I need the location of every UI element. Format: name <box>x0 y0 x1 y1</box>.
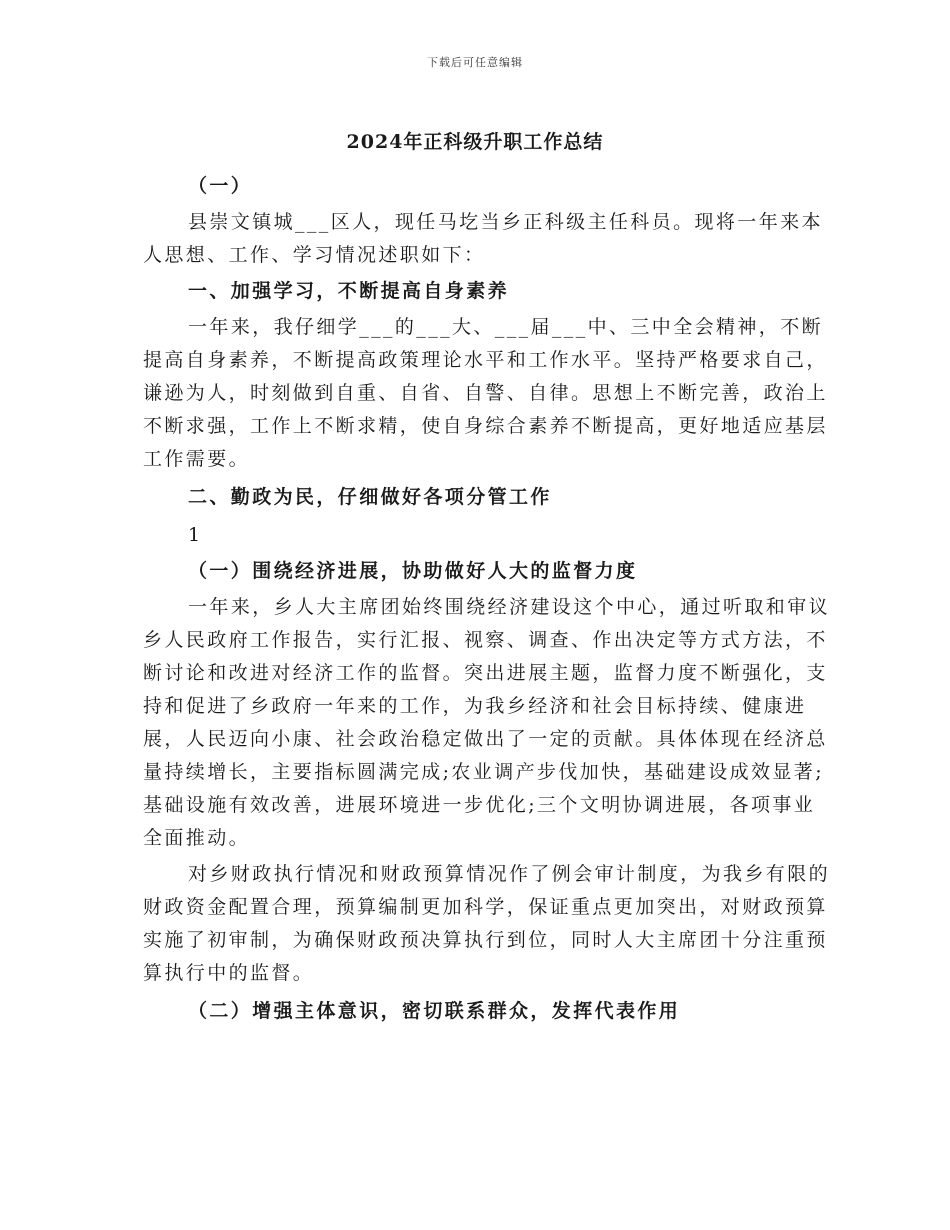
document-body <box>143 170 833 1028</box>
heading-diligent-governance: 二、勤政为民，仔细做好各项分管工作 <box>188 486 552 508</box>
intro-paragraph: 县崇文镇城___区人，现任马圪当乡正科级主任科员。现将一年来本人思想、工作、学习情况述职如下： <box>143 211 823 266</box>
subheading-representative-role: （二）增强主体意识，密切联系群众，发挥代表作用 <box>188 1000 681 1022</box>
heading-strengthen-study: 一、加强学习，不断提高自身素养 <box>188 280 510 302</box>
paragraph-fiscal-budget: 对乡财政执行情况和财政预算情况作了例会审计制度，为我乡有限的财政资金配置合理，预算编制更加科学，保证重点更加突出，对财政预算实施了初审制，为确保财政预决算执行到位，同时人大主席团十分注重预算执行中的监督。 <box>143 863 831 984</box>
subheading-economic-supervision: （一）围绕经济进展，协助做好人大的监督力度 <box>188 560 638 582</box>
section-mark: （一） <box>188 175 253 197</box>
page-numeral: 1 <box>188 524 203 546</box>
paragraph-economic-supervision: 一年来，乡人大主席团始终围绕经济建设这个中心，通过听取和审议乡人民政府工作报告，实行汇报、视察、调查、作出决定等方式方法，不断讨论和改进对经济工作的监督。突出进展主题，监督力度不断强化，支持和促进了乡政府一年来的工作，为我乡经济和社会目标持续、健康进展，人民迈向小康、社会政治稳定做出了一定的贡献。具体体现在经济总量持续增长，主要指标圆满完成;农业调产步伐加快，基础建设成效显著;基础设施有效改善，进展环境进一步优化;三个文明协调进展，各项事业全面推动。 <box>143 596 831 849</box>
header-note: 下载后可任意编辑 <box>427 56 523 69</box>
paragraph-study: 一年来，我仔细学___的___大、___届___中、三中全会精神，不断提高自身素养，不断提高政策理论水平和工作水平。坚持严格要求自己，谦逊为人，时刻做到自重、自省、自警、自律。思想上不断完善，政治上不断求强，工作上不断求精，使自身综合素养不断提高，更好地适应基层工作需要。 <box>143 316 828 470</box>
document-title: 2024年正科级升职工作总结 <box>346 131 604 153</box>
